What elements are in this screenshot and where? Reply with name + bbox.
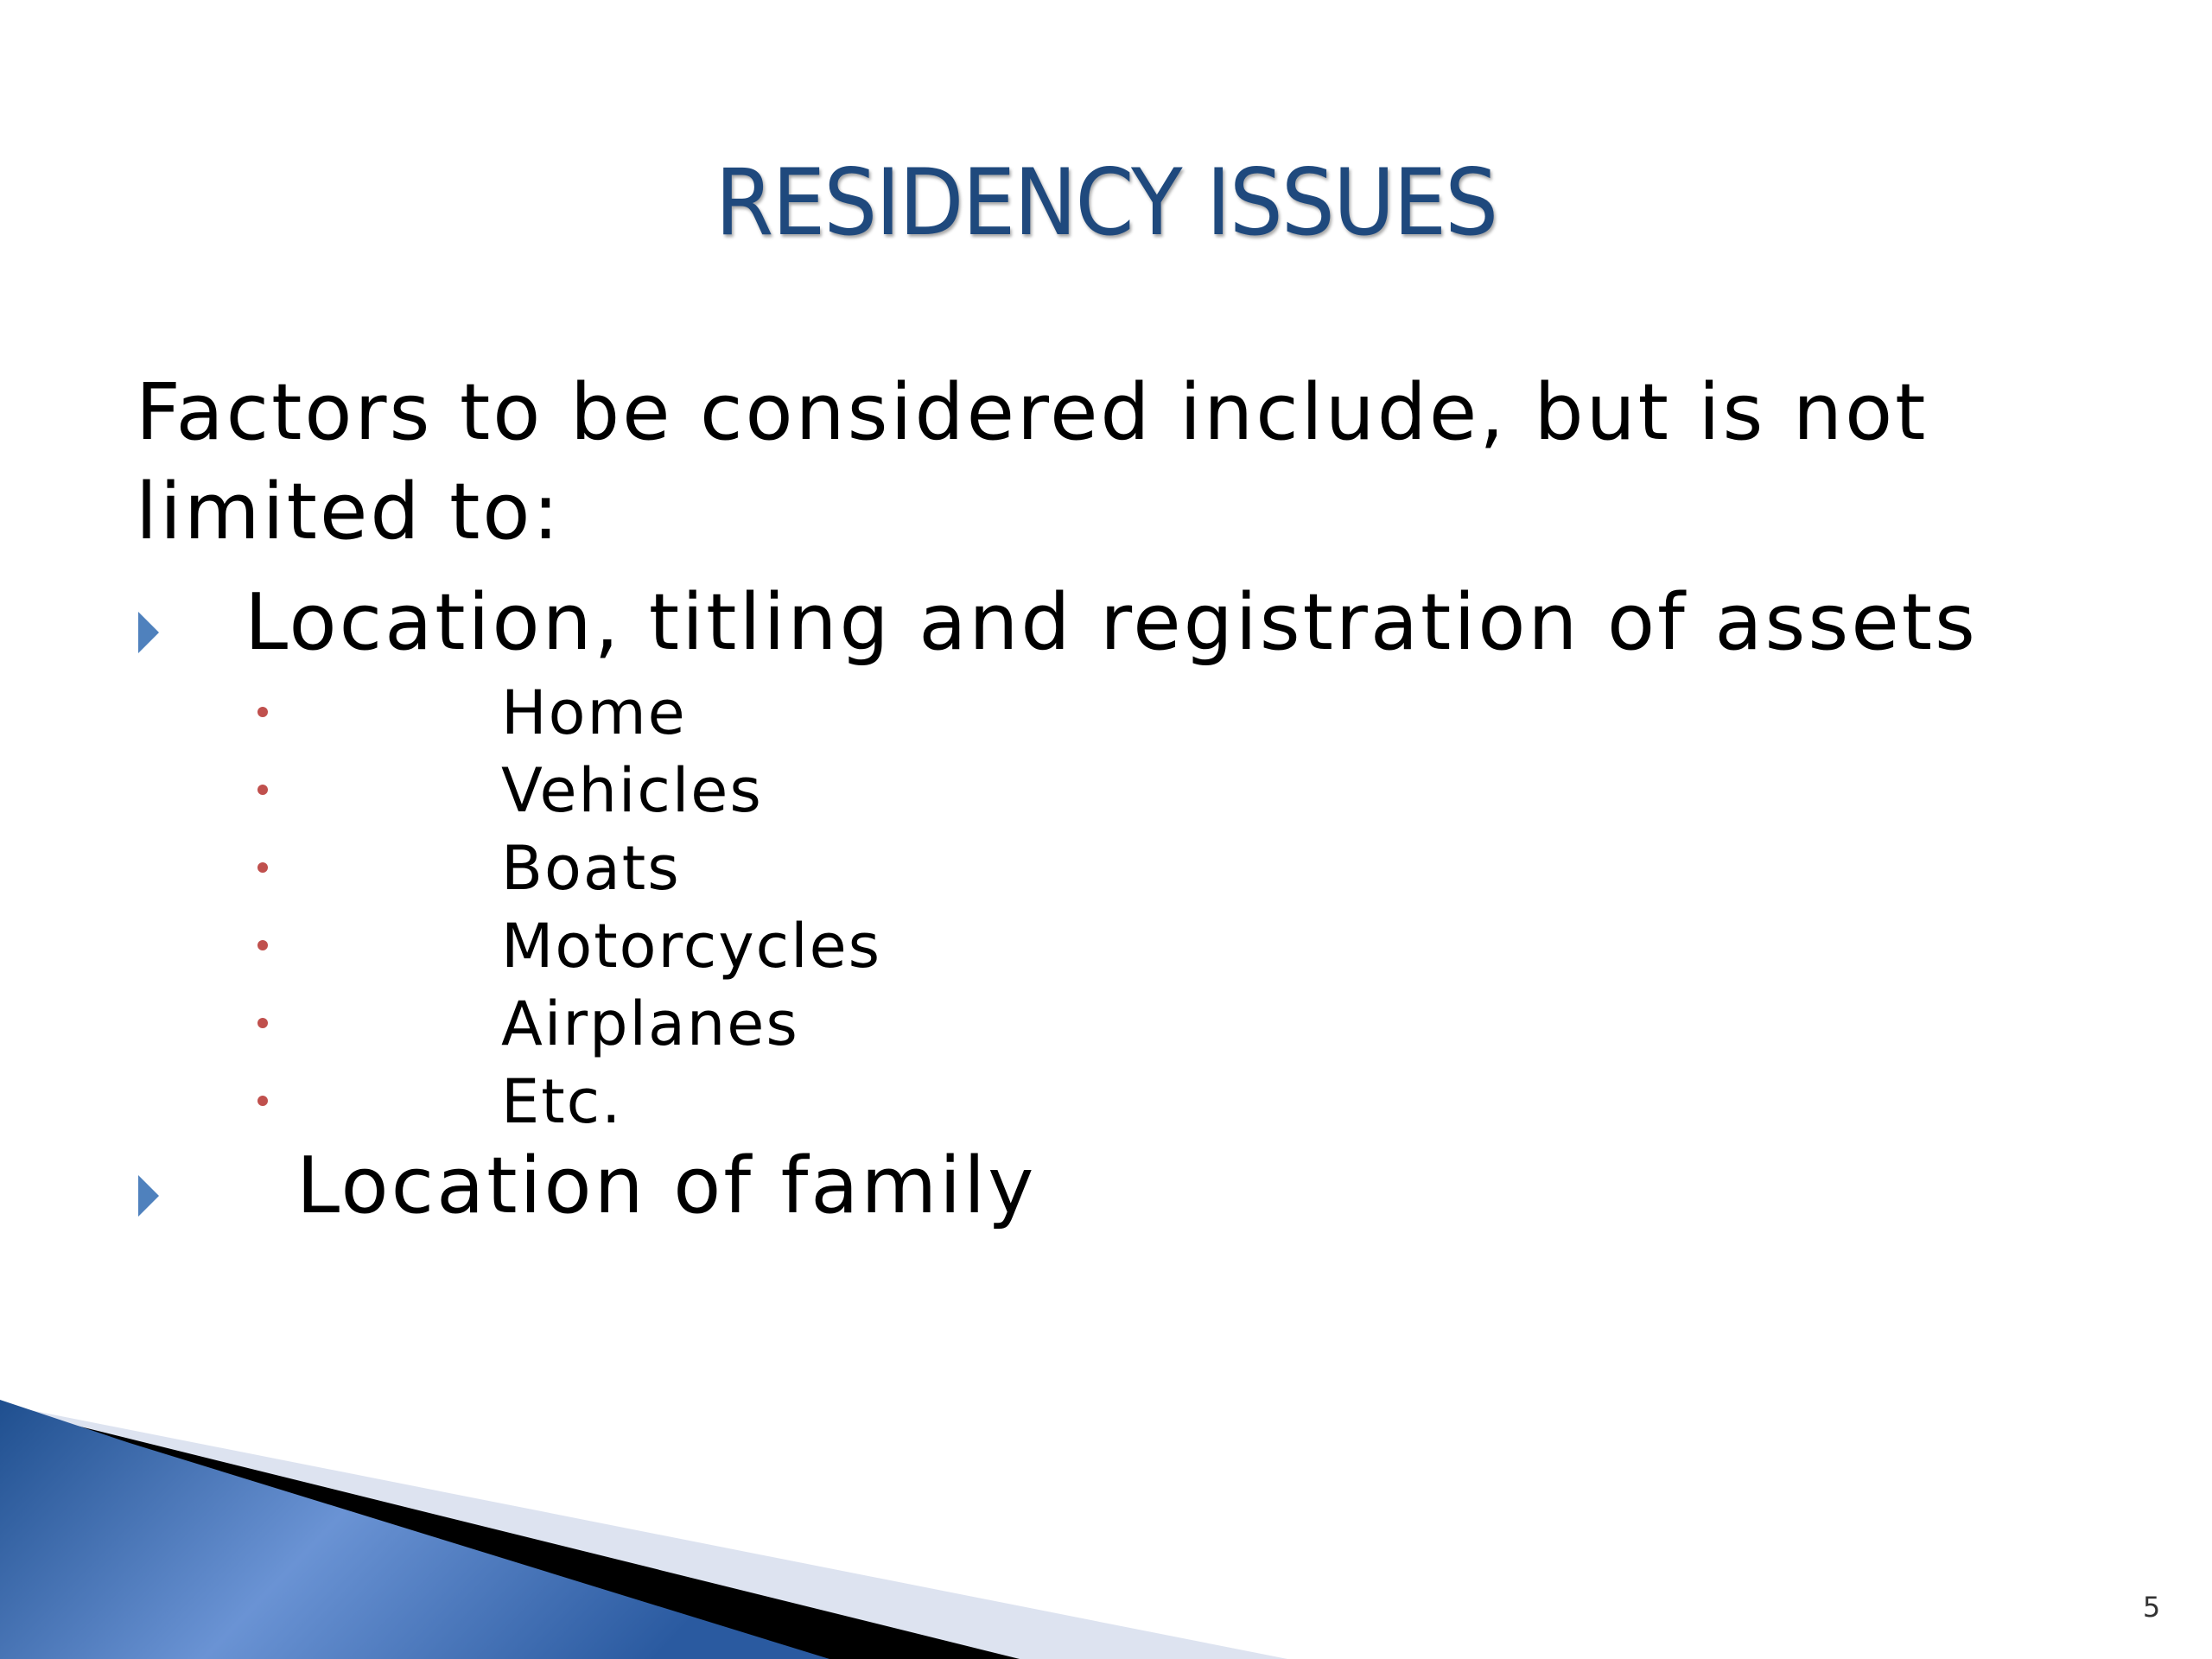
bullet-item: Location, titling and registration of assets: [245, 577, 1978, 668]
dot-bullet-icon: [257, 707, 268, 717]
triangle-bullet-icon: [138, 1175, 159, 1217]
sub-item: Motorcycles: [501, 911, 882, 982]
triangle-bullet-icon: [138, 612, 159, 653]
dot-bullet-icon: [257, 862, 268, 873]
sub-item: Home: [501, 677, 687, 748]
intro-text: Factors to be considered include, but is not limited to:: [136, 367, 1929, 557]
sub-item: Etc.: [501, 1066, 623, 1137]
dot-bullet-icon: [257, 1096, 268, 1106]
sub-item: Vehicles: [501, 755, 763, 826]
bullet-item: Location of family: [296, 1141, 1037, 1231]
dot-bullet-icon: [257, 785, 268, 795]
sub-item: Airplanes: [501, 988, 799, 1059]
page-number: 5: [2142, 1591, 2161, 1624]
dot-bullet-icon: [257, 940, 268, 950]
dot-bullet-icon: [257, 1018, 268, 1028]
sub-item: Boats: [501, 833, 681, 904]
slide-title: RESIDENCY ISSUES: [715, 149, 1497, 256]
